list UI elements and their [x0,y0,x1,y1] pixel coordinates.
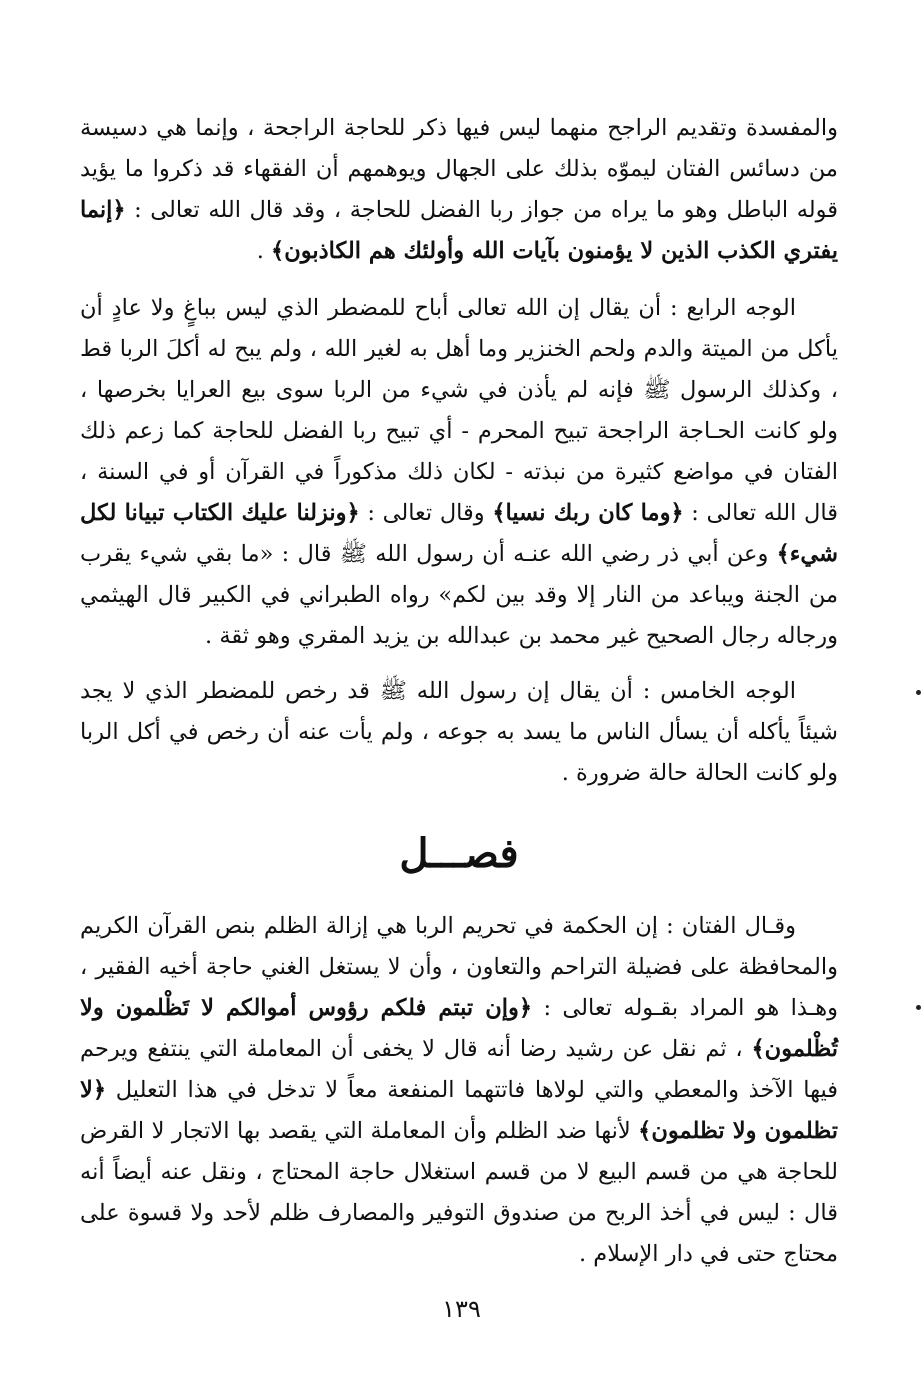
text-run: وعن أبي ذر رضي الله عنـه أن رسول الله ﷺ قال : «ما بقي شيء يقرب من الجنة ويباعد من النار إلا وقد بين لكم» رواه الطبراني في الكبير قال الهيثمي ورجاله رجال الصحيح غير محمد بن عبدالله بن يزيد المقري وهو ثقة . [80,541,838,649]
section-heading: فصـــل [399,830,519,877]
quran-quote: ﴿ونزلنا عليك الكتاب تبيانا لكل شيء﴾ [80,500,838,567]
text-run: الوجه الرابع : أن يقال إن الله تعالى أباح للمضطر الذي ليس بباغٍ ولا عادٍ أن يأكل من الميتة والدم ولحم الخنزير وما أهل به لغير الله ، ولم يبح له أكلَ الربا قط ، وكذلك الرسول ﷺ فإنه لم يأذن في شيء من الربا سوى بيع العرايا بخرصها ، ولو كانت الحـاجة الراجحة تبيح المحرم - أي تبيح ربا الفضل للحاجة كما زعم ذلك الفتان في مواضع كثيرة من نبذته - لكان ذلك مذكوراً في القرآن أو في السنة ، قال الله تعالى : [80,295,838,526]
paragraph-3 [80,671,838,794]
margin-mark [916,690,921,695]
text-run: . [256,238,272,264]
text-run: الوجه الخامس : أن يقال إن رسول الله ﷺ قد رخص للمضطر الذي لا يجد شيئاً يأكله أن يسأل الناس ما يسد به جوعه ، ولم يأت عنه أن رخص في أكل الربا ولو كانت الحالة حالة ضرورة . [80,678,838,786]
page-number: ١٣٩ [442,1295,481,1323]
quran-quote: ﴿لا تظلمون ولا تظلمون﴾ [80,1077,838,1144]
paragraph-4 [80,906,838,1275]
text-run: ، ثم نقل عن رشيد رضا أنه قال لا يخفى أن المعاملة التي ينتفع ويرحم فيها الآخذ والمعطي والتي لولاها فاتتهما المنفعة معاً لا تدخل في هذا التعليل [80,1036,838,1103]
quran-quote: ﴿وما كان ربك نسيا﴾ [492,500,684,526]
paragraph-2 [80,288,838,657]
text-run: وقال تعالى : [359,500,493,526]
paragraph-1 [80,108,838,272]
text-run: وقـال الفتان : إن الحكمة في تحريم الربا هي إزالة الظلم بنص القرآن الكريم والمحافظة على فضيلة التراحم والتعاون ، وأن لا يستغل الغني حاجة أخيه الفقير ، وهـذا هو المراد بقـوله تعالى : [80,913,838,1021]
text-run: لأنها ضد الظلم وأن المعاملة التي يقصد بها الاتجار لا القرض للحاجة هي من قسم البيع لا من قسم استغلال حاجة المحتاج ، ونقل عنه أيضاً أنه قال : ليس في أخذ الربح من صندوق التوفير والمصارف ظلم لأحد ولا قسوة على محتاج حتى في دار الإسلام . [80,1118,838,1267]
margin-mark [916,1005,921,1010]
text-run: والمفسدة وتقديم الراجح منهما ليس فيها ذكر للحاجة الراجحة ، وإنما هي دسيسة من دسائس الفتان ليموّه بذلك على الجهال ويوهمهم أن الفقهاء قد ذكروا ما يؤيد قوله الباطل وهو ما يراه من جواز ربا الفضل للحاجة ، وقد قال الله تعالى : [80,115,838,223]
quran-quote: ﴿إنما يفتري الكذب الذين لا يؤمنون بآيات الله وأولئك هم الكاذبون﴾ [80,197,838,264]
page-body [80,108,838,1275]
quran-quote: ﴿وإن تبتم فلكم رؤوس أموالكم لا تَظْلمون ولا تُظْلمون﴾ [80,995,838,1062]
